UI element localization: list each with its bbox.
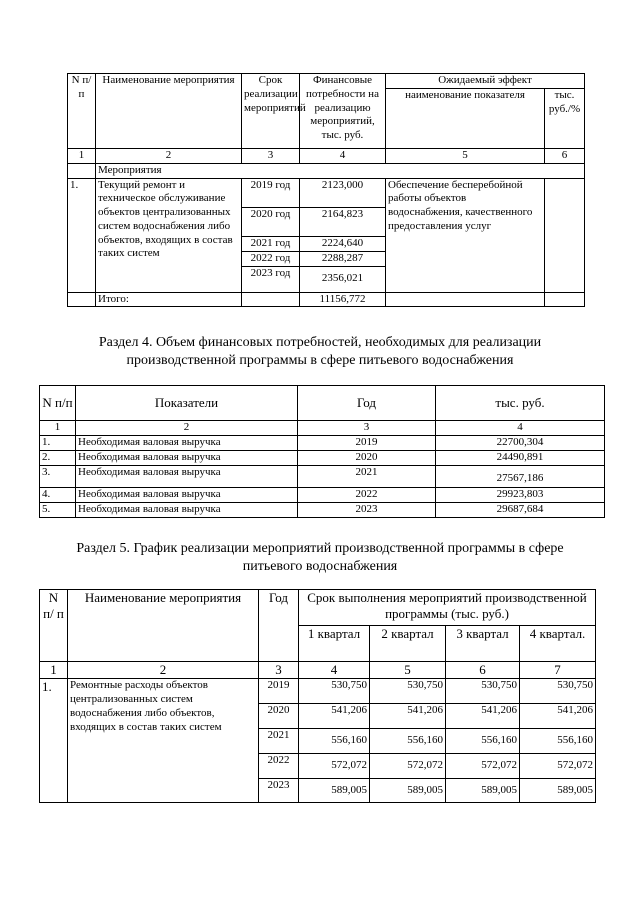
table-row — [40, 436, 605, 451]
col-number: 1 — [68, 149, 96, 164]
row-name: Необходимая валовая выручка — [76, 466, 298, 488]
row-year: 2022 — [298, 488, 436, 503]
q4-cell: 541,206 — [520, 704, 596, 729]
section-5-title-line2: питьевого водоснабжения — [242, 559, 398, 574]
row-name: Необходимая валовая выручка — [76, 451, 298, 466]
col-number: 2 — [68, 662, 259, 679]
row-num: 4. — [40, 488, 76, 503]
row-name: Необходимая валовая выручка — [76, 503, 298, 518]
col-number: 4 — [299, 662, 370, 679]
header-num: N п/п — [40, 386, 76, 421]
header-expected-effect: Ожидаемый эффект — [386, 74, 585, 89]
q3-cell: 541,206 — [446, 704, 520, 729]
section-5-title — [40, 540, 600, 576]
col-number: 4 — [436, 421, 605, 436]
q1-cell: 530,750 — [299, 679, 370, 704]
section-4-title-line2: производственной программы в сфере питьевого водоснабжения — [126, 353, 514, 368]
section-label: Мероприятия — [96, 163, 585, 178]
row-num: 1. — [68, 178, 96, 292]
year-cell: 2023 год — [242, 266, 300, 292]
total-value: 11156,772 — [300, 292, 386, 307]
q1-cell: 541,206 — [299, 704, 370, 729]
year-cell: 2021 — [259, 729, 299, 754]
table-row — [40, 466, 605, 488]
header-q2: 2 квартал — [370, 626, 446, 662]
finance-cell: 2356,021 — [300, 266, 386, 292]
header-value: тыс. руб. — [436, 386, 605, 421]
row-value: 24490,891 — [436, 451, 605, 466]
q2-cell: 541,206 — [370, 704, 446, 729]
col-number: 2 — [96, 149, 242, 164]
schedule-table — [39, 589, 596, 803]
measure-name: Ремонтные расходы объектов централизованных систем водоснабжения либо объектов, входящих в состав таких систем — [68, 679, 259, 803]
q4-cell: 530,750 — [520, 679, 596, 704]
header-q4: 4 квартал. — [520, 626, 596, 662]
col-number: 1 — [40, 662, 68, 679]
q2-cell: 572,072 — [370, 754, 446, 779]
q1-cell: 556,160 — [299, 729, 370, 754]
col-number: 1 — [40, 421, 76, 436]
section-4-title-line1: Раздел 4. Объем финансовых потребностей, необходимых для реализации — [98, 335, 542, 350]
year-cell: 2022 год — [242, 251, 300, 266]
section-5-title-line1: Раздел 5. График реализации мероприятий производственной программы в сфере — [76, 541, 564, 556]
expected-effect: Обеспечение бесперебойной работы объектов водоснабжения, качественного предоставления услуг — [386, 178, 545, 292]
col-number: 5 — [370, 662, 446, 679]
header-q1: 1 квартал — [299, 626, 370, 662]
row-name: Необходимая валовая выручка — [76, 436, 298, 451]
row-num: 3. — [40, 466, 76, 488]
col-number: 3 — [259, 662, 299, 679]
header-unit: тыс. руб./% — [545, 89, 585, 149]
row-year: 2019 — [298, 436, 436, 451]
header-finance: Финансовые потребности на реализацию мероприятий, тыс. руб. — [300, 74, 386, 149]
q2-cell: 589,005 — [370, 779, 446, 803]
col-number: 2 — [76, 421, 298, 436]
section-4-title — [40, 334, 600, 370]
row-value: 27567,186 — [436, 466, 605, 488]
q2-cell: 556,160 — [370, 729, 446, 754]
row-value: 29687,684 — [436, 503, 605, 518]
header-q3: 3 квартал — [446, 626, 520, 662]
header-year: Год — [259, 590, 299, 662]
q3-cell: 589,005 — [446, 779, 520, 803]
measure-name: Текущий ремонт и техническое обслуживание объектов централизованных систем водоснабжения либо объектов, входящих в состав таких систем — [96, 178, 242, 292]
revenue-table — [39, 385, 605, 518]
table-row — [40, 488, 605, 503]
row-num: 2. — [40, 451, 76, 466]
row-year: 2020 — [298, 451, 436, 466]
row-year: 2023 — [298, 503, 436, 518]
q4-cell: 556,160 — [520, 729, 596, 754]
q4-cell: 572,072 — [520, 754, 596, 779]
row-num: 5. — [40, 503, 76, 518]
year-cell: 2023 — [259, 779, 299, 803]
row-name: Необходимая валовая выручка — [76, 488, 298, 503]
q3-cell: 556,160 — [446, 729, 520, 754]
q3-cell: 572,072 — [446, 754, 520, 779]
q1-cell: 589,005 — [299, 779, 370, 803]
col-number: 4 — [300, 149, 386, 164]
header-term: Срок выполнения мероприятий производственной программы (тыс. руб.) — [299, 590, 596, 626]
q2-cell: 530,750 — [370, 679, 446, 704]
q1-cell: 572,072 — [299, 754, 370, 779]
col-number: 3 — [298, 421, 436, 436]
year-cell: 2020 год — [242, 207, 300, 236]
year-cell: 2020 — [259, 704, 299, 729]
col-number: 3 — [242, 149, 300, 164]
header-measure-name: Наименование мероприятия — [96, 74, 242, 149]
header-measure-name: Наименование мероприятия — [68, 590, 259, 662]
finance-cell: 2123,000 — [300, 178, 386, 207]
finance-cell: 2288,287 — [300, 251, 386, 266]
row-num: 1. — [40, 436, 76, 451]
q3-cell: 530,750 — [446, 679, 520, 704]
header-num: N п/п — [68, 74, 96, 149]
row-year: 2021 — [298, 466, 436, 488]
year-cell: 2021 год — [242, 236, 300, 251]
header-num: N п/ п — [40, 590, 68, 662]
col-number: 5 — [386, 149, 545, 164]
col-number: 6 — [545, 149, 585, 164]
header-indicators: Показатели — [76, 386, 298, 421]
header-term: Срок реализации мероприятий — [242, 74, 300, 149]
year-cell: 2019 — [259, 679, 299, 704]
col-number: 6 — [446, 662, 520, 679]
row-num: 1. — [40, 679, 68, 803]
measures-table — [67, 73, 585, 307]
year-cell: 2022 — [259, 754, 299, 779]
header-indicator-name: наименование показателя — [386, 89, 545, 149]
table-row — [40, 503, 605, 518]
header-year: Год — [298, 386, 436, 421]
q4-cell: 589,005 — [520, 779, 596, 803]
finance-cell: 2224,640 — [300, 236, 386, 251]
finance-cell: 2164,823 — [300, 207, 386, 236]
total-label: Итого: — [96, 292, 242, 307]
year-cell: 2019 год — [242, 178, 300, 207]
table-row — [40, 451, 605, 466]
col-number: 7 — [520, 662, 596, 679]
row-value: 22700,304 — [436, 436, 605, 451]
row-value: 29923,803 — [436, 488, 605, 503]
